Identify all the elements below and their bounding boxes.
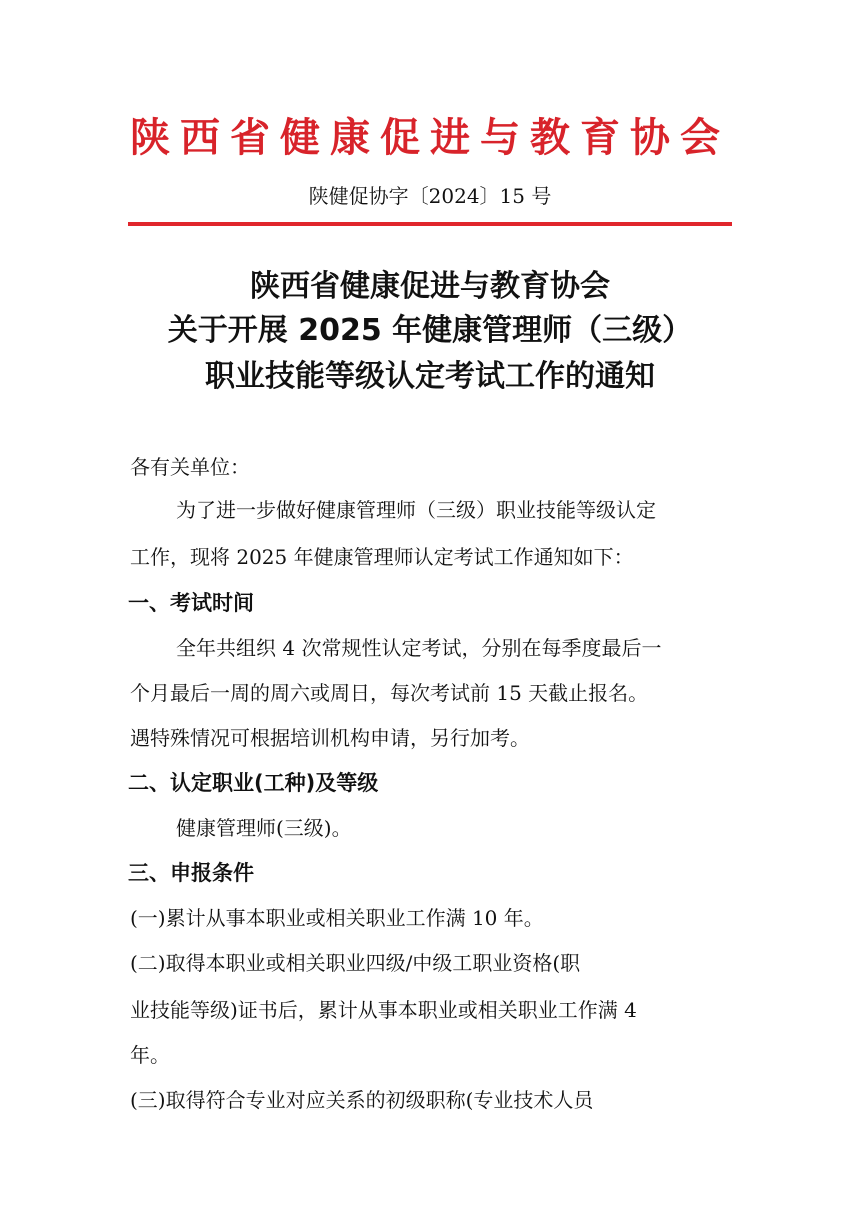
- section-heading-exam-time: 一、考试时间: [128, 591, 254, 615]
- section-3-line: (二)取得本职业或相关职业四级/中级工职业资格(职: [130, 951, 581, 975]
- section-3-line: (三)取得符合专业对应关系的初级职称(专业技术人员: [130, 1088, 594, 1112]
- section-3-line: 业技能等级)证书后，累计从事本职业或相关职业工作满 4: [130, 998, 637, 1022]
- section-1-line: 个月最后一周的周六或周日，每次考试前 15 天截止报名。: [130, 681, 649, 705]
- section-3-line: 年。: [130, 1043, 170, 1067]
- doc-title-line-2: 关于开展 2025 年健康管理师（三级）: [167, 313, 693, 348]
- intro-line: 为了进一步做好健康管理师（三级）职业技能等级认定: [176, 498, 656, 522]
- section-heading-occupation-level: 二、认定职业(工种)及等级: [128, 771, 379, 795]
- section-1-line: 全年共组织 4 次常规性认定考试，分别在每季度最后一: [176, 636, 662, 660]
- intro-line: 工作，现将 2025 年健康管理师认定考试工作通知如下：: [130, 545, 634, 569]
- doc-title-line-3: 职业技能等级认定考试工作的通知: [205, 359, 655, 394]
- section-2-line: 健康管理师(三级)。: [176, 816, 352, 840]
- doc-title-line-1: 陕西省健康促进与教育协会: [250, 269, 610, 304]
- section-heading-eligibility: 三、申报条件: [128, 861, 254, 885]
- salutation: 各有关单位：: [130, 455, 250, 479]
- section-1-line: 遇特殊情况可根据培训机构申请，另行加考。: [130, 726, 530, 750]
- doc-number: 陕健促协字〔2024〕15 号: [308, 184, 552, 208]
- org-header: 陕西省健康促进与教育协会: [130, 115, 730, 161]
- section-3-line: (一)累计从事本职业或相关职业工作满 10 年。: [130, 906, 544, 930]
- red-divider-rule: [128, 222, 732, 226]
